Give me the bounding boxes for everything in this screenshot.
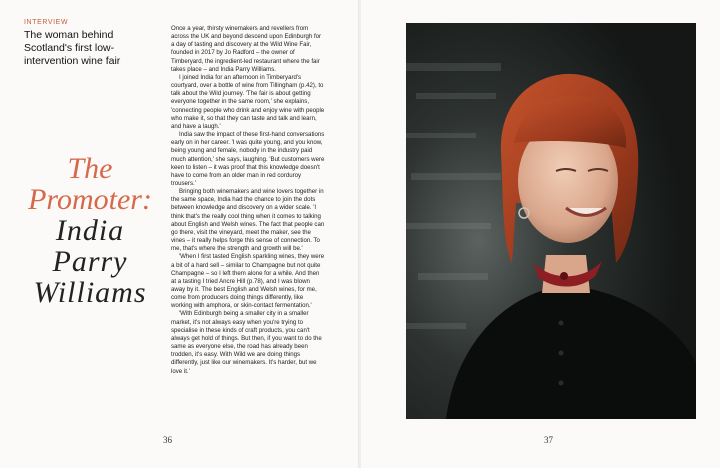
body-paragraph: 'When I first tasted English sparkling wines, they were a bit of a hard sell – similar to Champagne but not quite Champagne – so I left them alone for a while. And then at a tasting I tried Ancre Hill (p.78), and I was blown away by it. The best English and Welsh wines, for me, come from producers doing things differently, like working with amphora, or skin-contact fermentation.' [171,253,325,310]
article-body [171,25,325,376]
title-line-4: Parry [52,245,128,278]
body-paragraph: India saw the impact of these first-hand conversations early on in her career. 'I was quite young, and you know, being young and female, nobody in the industry paid much attention,' she says, laughing. 'But customers were keen to listen – it was proof that this knowledge doesn't have to come from an older man in red corduroy trousers.' [171,131,325,187]
portrait-illustration [406,23,696,419]
page-number-right: 37 [544,435,553,445]
body-paragraph: I joined India for an afternoon in Timberyard's courtyard, over a bottle of wine from Tillingham (p.42), to talk about the Wild journey. 'The fair is about getting everyone together in the same room,' she explains, 'connecting people who drink and enjoy wine with people who make it, so that they can taste and talk and learn, and have a laugh.' [171,73,325,130]
title-line-5: Williams [33,276,147,309]
section-kicker: INTERVIEW [24,19,69,26]
article-dek: The woman behind Scotland's first low-intervention wine fair [24,29,121,67]
title-line-3: India [55,214,125,247]
feature-title [20,153,160,308]
title-line-2: Promoter: [28,183,152,216]
body-paragraph: Bringing both winemakers and wine lovers together in the same space, India had the chance to join the dots between knowledge and discovery on a wider scale. 'I think that's the really cool thing when it comes to talking about English and Welsh wines. The fact that people can go there, visit the vineyard, meet the maker, see the vines – it really helps forge this sense of connection. To me, that's where the strength and growth will be.' [171,188,325,253]
title-line-1: The [67,152,113,185]
page-number-left: 36 [163,435,172,445]
portrait-photo [406,23,696,419]
left-page [0,0,359,468]
body-paragraph: Once a year, thirsty winemakers and revellers from across the UK and beyond descend upon Edinburgh for a day of tasting and discovery at the Wild Wine Fair, founded in 2017 by Jo Radford – the owner of Timberyard, the ingredient-led restaurant where the fair takes place – and India Parry Williams. [171,25,322,73]
body-paragraph: 'With Edinburgh being a smaller city in a smaller market, it's not always easy when you're trying to specialise in these kinds of craft products, you can't always get hold of things. But then, if you want to do the same as everyone else, the road has already been trodden, it's easy. With Wild we are doing things differently, just like our winemakers. It's harder, but we love it.' [171,310,322,375]
